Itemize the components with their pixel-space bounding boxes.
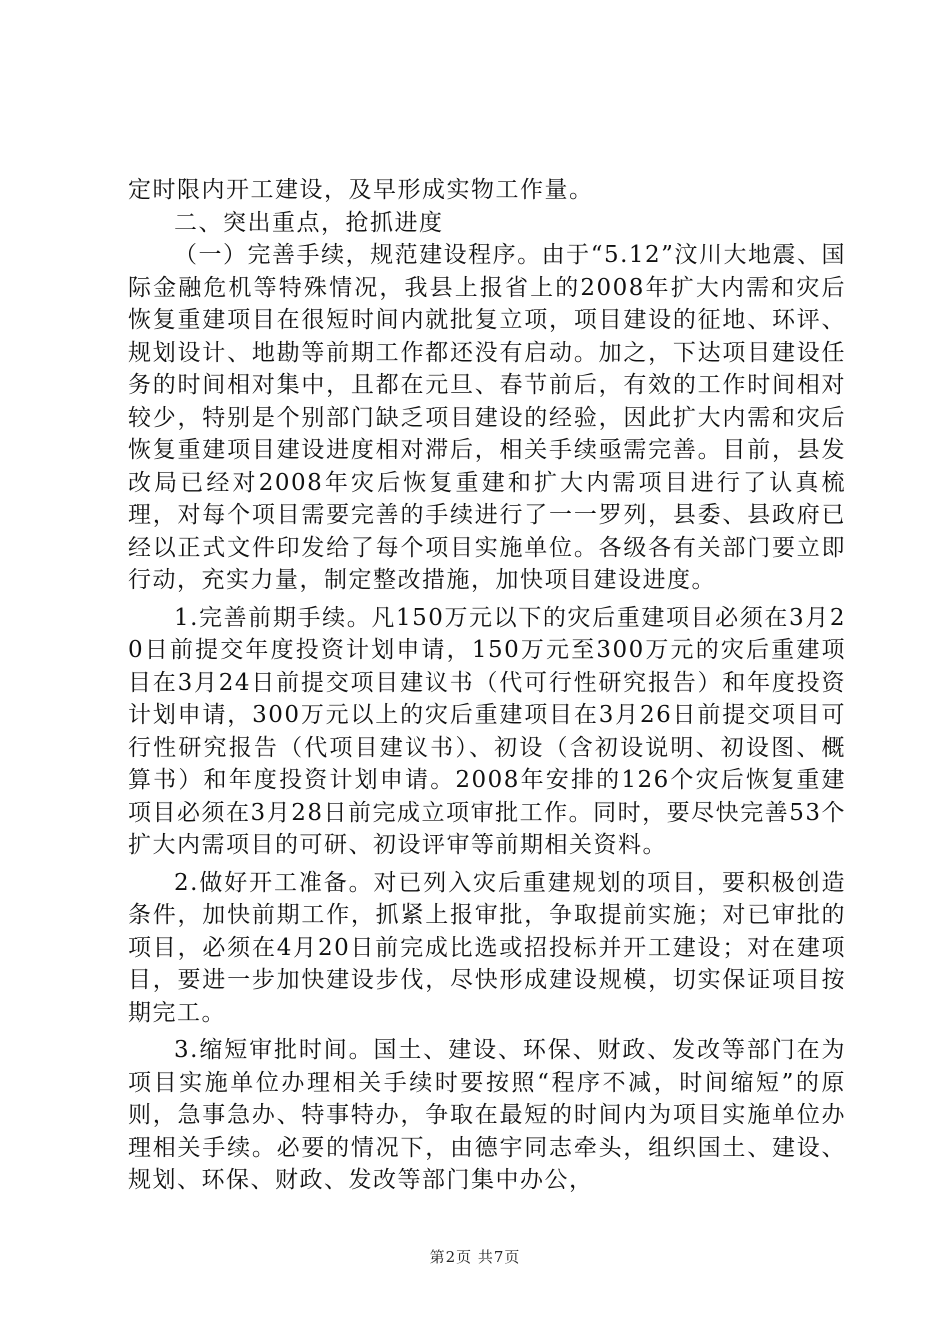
paragraph-continuation: 定时限内开工建设，及早形成实物工作量。 bbox=[128, 177, 594, 203]
paragraph-construction-preparation: 2.做好开工准备。对已列入灾后重建规划的项目，要积极创造条件，加快前期工作，抓紧上报审批，争取提前实施；对已审批的项目，必须在4月20日前完成比选或招投标并开工建设；对在建项目，要进一步加快建设步伐，尽快形成建设规模，切实保证项目按期完工。 bbox=[128, 869, 846, 1026]
paragraph-procedures: （一）完善手续，规范建设程序。由于“5.12”汶川大地震、国际金融危机等特殊情况，我县上报省上的2008年扩大内需和灾后恢复重建项目在很短时间内就批复立项，项目建设的征地、环评、规划设计、地勘等前期工作都还没有启动。加之，下达项目建设任务的时间相对集中，且都在元旦、春节前后，有效的工作时间相对较少，特别是个别部门缺乏项目建设的经验，因此扩大内需和灾后恢复重建项目建设进度相对滞后，相关手续亟需完善。目前，县发改局已经对2008年灾后恢复重建和扩大内需项目进行了认真梳理，对每个项目需要完善的手续进行了一一罗列，县委、县政府已经以正式文件印发给了每个项目实施单位。各级各有关部门要立即行动，充实力量，制定整改措施，加快项目建设进度。 bbox=[128, 242, 846, 593]
page-number-footer: 第2页 共7页 bbox=[429, 1248, 521, 1266]
section-heading: 二、突出重点，抢抓进度 bbox=[174, 209, 444, 236]
paragraph-approval-time: 3.缩短审批时间。国土、建设、环保、财政、发改等部门在为项目实施单位办理相关手续时要按照“程序不减，时间缩短”的原则，急事急办、特事特办，争取在最短的时间内为项目实施单位办理相关手续。必要的情况下，由德宇同志牵头，组织国土、建设、规划、环保、财政、发改等部门集中办公， bbox=[128, 1037, 846, 1193]
document-body bbox=[128, 174, 846, 1197]
paragraph-preliminary-procedures: 1.完善前期手续。凡150万元以下的灾后重建项目必须在3月20日前提交年度投资计划申请，150万元至300万元的灾后重建项目在3月24日前提交项目建议书（代可行性研究报告）和年度投资计划申请，300万元以上的灾后重建项目在3月26日前提交项目可行性研究报告（代项目建议书）、初设（含初设说明、初设图、概算书）和年度投资计划申请。2008年安排的126个灾后恢复重建项目必须在3月28日前完成立项审批工作。同时，要尽快完善53个扩大内需项目的可研、初设评审等前期相关资料。 bbox=[128, 604, 846, 858]
